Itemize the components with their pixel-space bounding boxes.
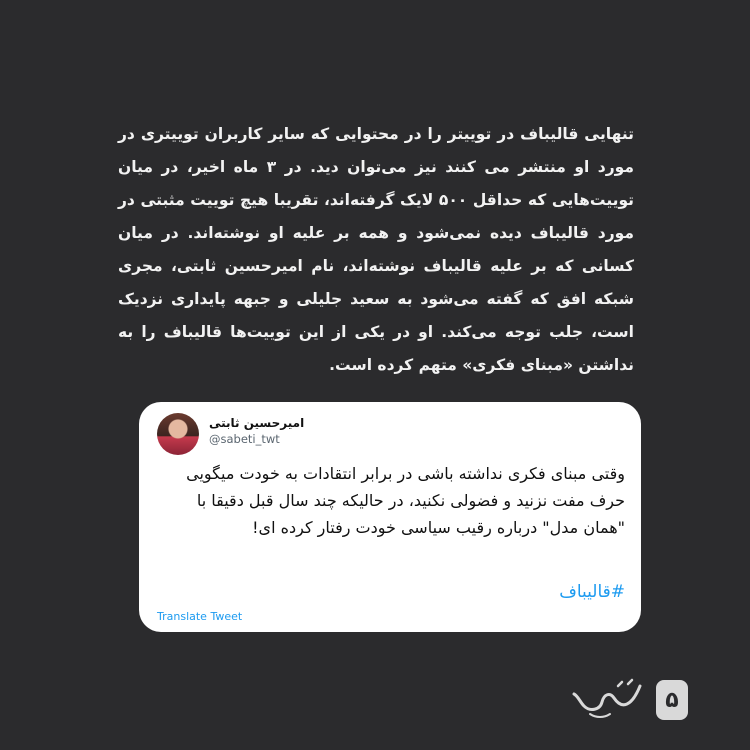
sharq-logo-icon [570,676,648,720]
avatar[interactable] [157,413,199,455]
author-handle[interactable]: @sabeti_twt [209,432,280,446]
tweet-body: وقتی مبنای فکری نداشته باشی در برابر انتقادات به خودت میگویی حرف مفت نزنید و فضولی نکنید، در حالیکه چند سال قبل دقیقا با "همان مدل" درباره رقیب سیاسی خودت رفتار کرده ای! [186,464,625,537]
author-name[interactable]: امیرحسین ثابتی [209,416,305,430]
article-text: تنهایی قالیباف در توییتر را در محتوایی که سایر کاربران توییتری در مورد او منتشر می کنند نیز می‌توان دید. در ۳ ماه اخیر، در میان توییت‌هایی که حداقل ۵۰۰ لایک گرفته‌اند، تقریبا هیچ توییت مثبتی در مورد قالیباف دیده نمی‌شود و همه بر علیه او نوشته‌اند. در میان کسانی که بر علیه قالیباف نوشته‌اند، نام امیرحسین ثابتی، مجری شبکه افق که گفته می‌شود به سعید جلیلی و جبهه پایداری نزدیک است، جلب توجه می‌کند. او در یکی از این توییت‌ها قالیباف را به نداشتن «مبنای فکری» متهم کرده است. [118,125,635,374]
tweet-author[interactable] [209,416,304,446]
hashtag-link[interactable]: #قالیباف [559,582,625,602]
translate-tweet-link[interactable]: Translate Tweet [157,610,243,623]
page-number: ۵ [656,680,688,720]
tweet-card[interactable] [139,402,641,632]
